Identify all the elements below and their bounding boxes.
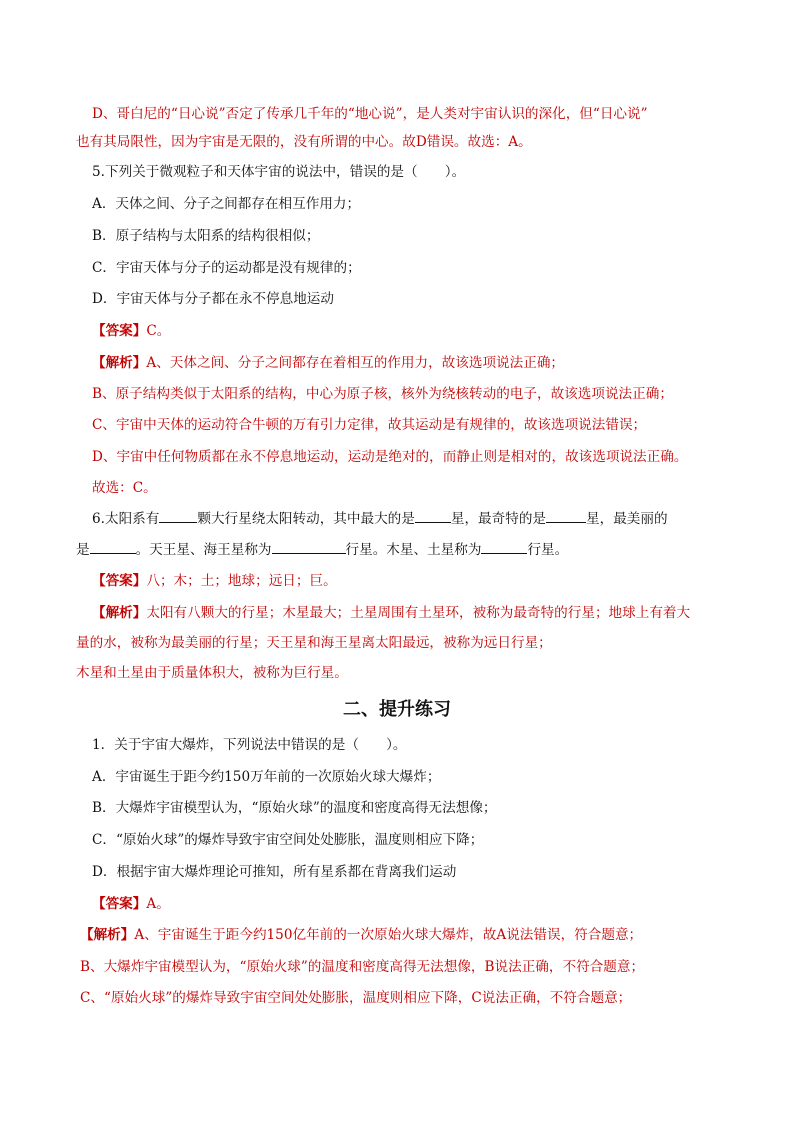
p1-option-d: D．根据宇宙大爆炸理论可推知，所有星系都在背离我们运动 [92, 864, 457, 880]
prev-analysis-line-2: 也有其局限性，因为宇宙是无限的，没有所谓的中心。故D错误。故选：A。 [76, 134, 532, 150]
p1-option-a: A．宇宙诞生于距今约150万年前的一次原始火球大爆炸； [92, 769, 441, 785]
q5-option-c: C．宇宙天体与分子的运动都是没有规律的； [92, 260, 361, 276]
p1-stem: 1．关于宇宙大爆炸，下列说法中错误的是（ ）。 [92, 737, 407, 753]
p1-answer [92, 893, 742, 915]
section-title: 二、提升练习 [343, 699, 451, 720]
q5-answer [92, 320, 742, 342]
q5-conclusion: 故选：C。 [92, 480, 157, 496]
q5-option-d: D．宇宙天体与分子都在永不停息地运动 [92, 291, 334, 307]
prev-analysis-line-1: D、哥白尼的“日心说”否定了传承几千年的“地心说”，是人类对宇宙认识的深化，但“日心说” [92, 106, 648, 122]
answer-value: C。 [146, 323, 171, 339]
q6-analysis-2: 量的水，被称为最美丽的行星；天王星和海王星离太阳最远，被称为远日行星； [76, 635, 552, 651]
answer-label: 【答案】 [92, 573, 147, 589]
q6-stem-line-1: 6.太阳系有 颗大行星绕太阳转动，其中最大的是 星，最奇特的是 星，最美丽的 [92, 508, 732, 530]
answer-label: 【答案】 [92, 896, 147, 912]
answer-label: 【答案】 [92, 323, 147, 339]
blank-5 [272, 539, 346, 554]
blank-2 [415, 508, 451, 523]
analysis-label: 【解析】 [92, 355, 147, 371]
p1-analysis-1 [80, 924, 730, 946]
q6-answer [92, 570, 742, 592]
p1-option-b: B．大爆炸宇宙模型认为，“原始火球”的温度和密度高得无法想像； [92, 800, 497, 816]
q5-analysis-2: B、原子结构类似于太阳系的结构，中心为原子核，核外为绕核转动的电子，故该选项说法正确； [92, 386, 673, 402]
analysis-label: 【解析】 [92, 605, 147, 621]
analysis-text: 太阳有八颗大的行星；木星最大；土星周围有土星环，被称为最奇特的行星；地球上有着大 [146, 605, 691, 621]
q5-analysis-3: C、宇宙中天体的运动符合牛顿的万有引力定律，故其运动是有规律的，故该选项说法错误； [92, 417, 647, 433]
q5-analysis-4: D、宇宙中任何物质都在永不停息地运动，运动是绝对的，而静止则是相对的，故该选项说法正确。 [92, 449, 688, 465]
blank-4 [90, 539, 136, 554]
answer-value: A。 [146, 896, 170, 912]
q5-stem: 5.下列关于微观粒子和天体宇宙的说法中，错误的是（ ）。 [92, 164, 466, 180]
p1-option-c: C．“原始火球”的爆炸导致宇宙空间处处膨胀，温度则相应下降； [92, 832, 484, 848]
analysis-text: A、宇宙诞生于距今约150亿年前的一次原始火球大爆炸，故A说法错误，符合题意； [134, 927, 643, 943]
q6-stem-line-2: 是 。天王星、海王星称为 行星。木星、土星称为 行星。 [76, 539, 726, 561]
analysis-label: 【解析】 [80, 927, 135, 943]
q5-option-b: B．原子结构与太阳系的结构很相似； [92, 228, 320, 244]
blank-6 [481, 539, 527, 554]
q6-analysis-3: 木星和土星由于质量体积大，被称为巨行星。 [76, 665, 348, 681]
blank-1 [159, 508, 197, 523]
blank-3 [546, 508, 586, 523]
p1-analysis-2: B、大爆炸宇宙模型认为，“原始火球”的温度和密度高得无法想像，B说法正确，不符合题意； [80, 959, 645, 975]
answer-value: 八；木；土；地球；远日；巨。 [146, 573, 337, 589]
p1-analysis-3: C、“原始火球”的爆炸导致宇宙空间处处膨胀，温度则相应下降，C说法正确，不符合题意； [80, 990, 632, 1006]
q5-option-a: A．天体之间、分子之间都存在相互作用力； [92, 196, 361, 212]
q5-analysis-1 [92, 352, 742, 374]
analysis-text: A、天体之间、分子之间都存在着相互的作用力，故该选项说法正确； [146, 355, 565, 371]
q6-analysis-1 [92, 602, 732, 624]
